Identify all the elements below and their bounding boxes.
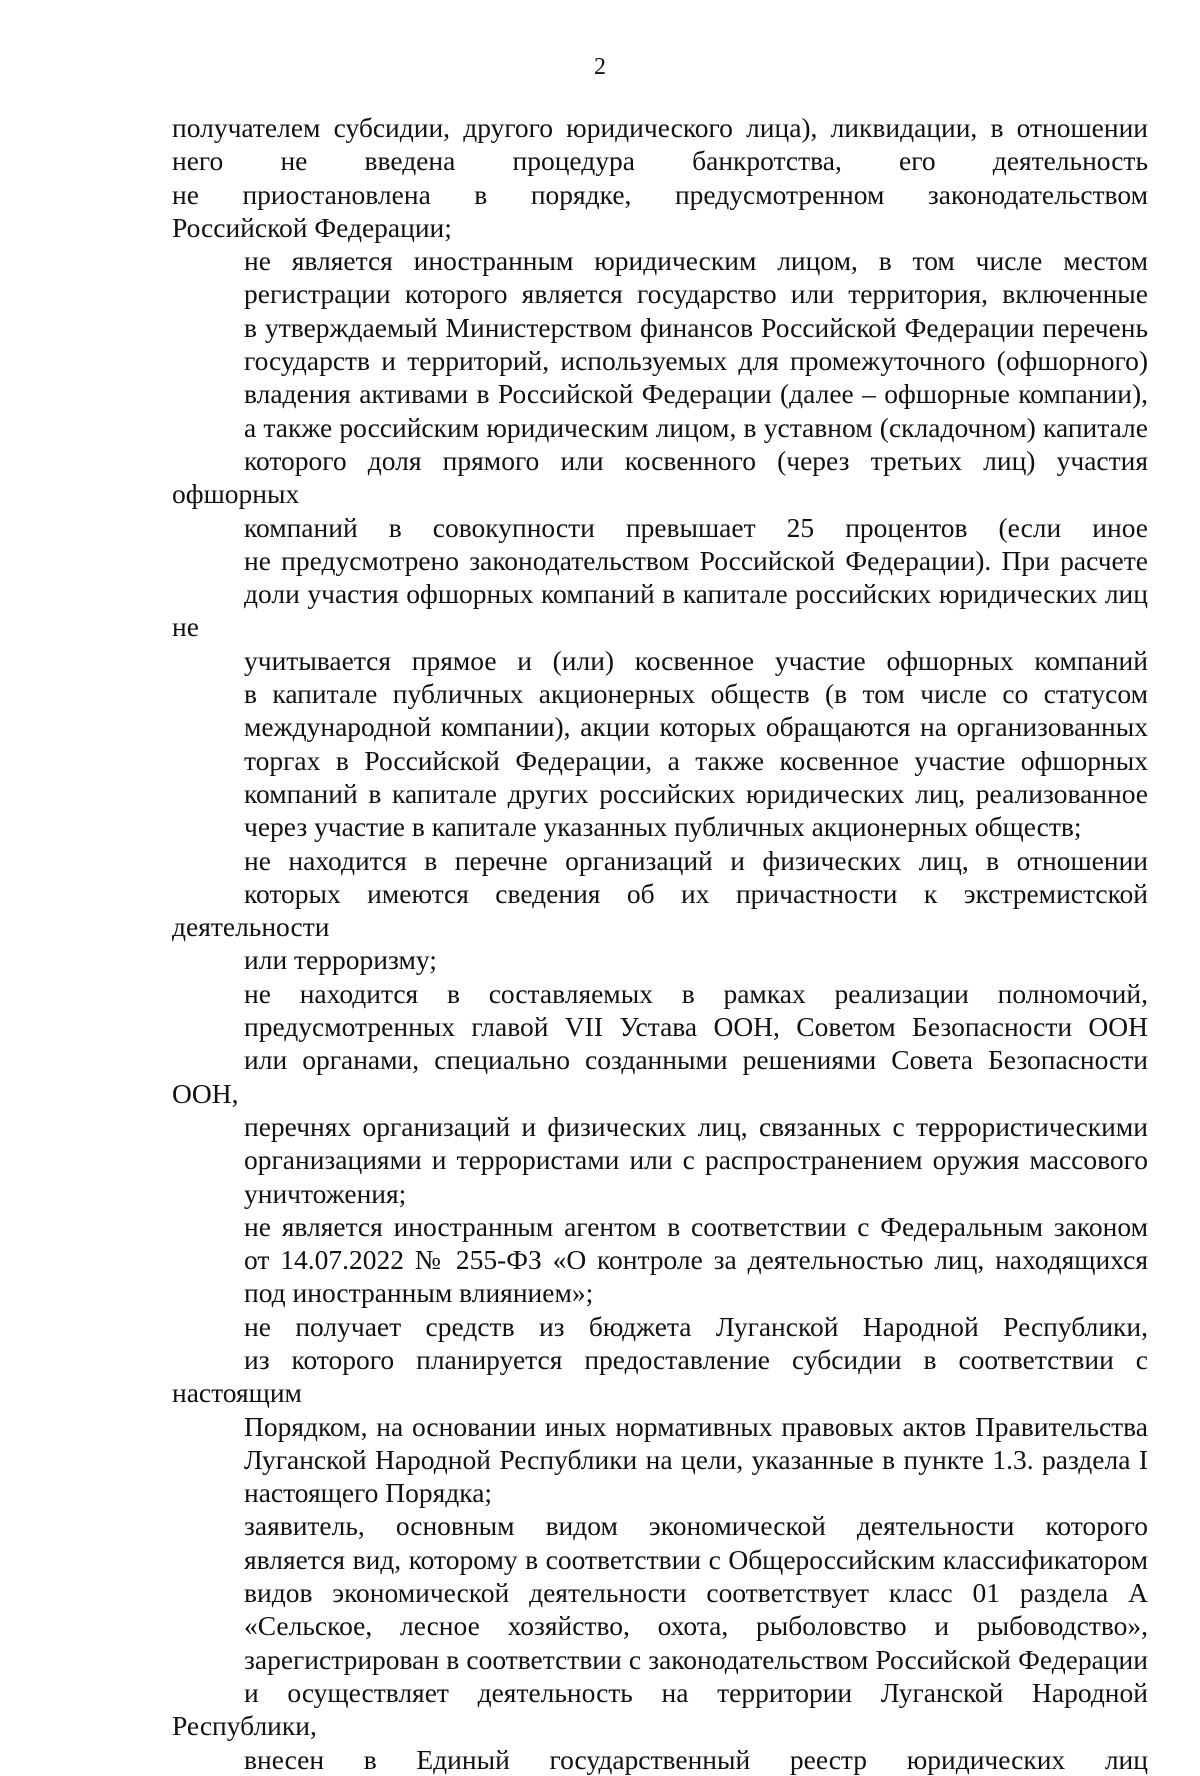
text-line: уничтожения; xyxy=(244,1177,407,1209)
text-line: не является иностранным агентом в соответствии с Федеральным законом xyxy=(244,1210,1148,1242)
text-line: предусмотренных главой VII Устава ООН, Советом Безопасности ООН xyxy=(244,1011,1148,1043)
text-line: организациями и террористами или с распространением оружия массового xyxy=(244,1144,1148,1176)
paragraph xyxy=(172,111,1148,244)
text-line: «Сельское, лесное хозяйство, охота, рыболовство и рыбоводство», xyxy=(244,1610,1148,1642)
text-line: через участие в капитале указанных публичных акционерных обществ; xyxy=(244,811,1082,843)
paragraph xyxy=(172,977,1148,1210)
paragraph xyxy=(172,1509,1148,1775)
text-line: получателем субсидии, другого юридического лица), ликвидации, в отношении xyxy=(172,112,1148,143)
text-line: которого доля прямого или косвенного (через третьих лиц) участия офшорных xyxy=(172,444,1148,510)
text-line: регистрации которого является государство или территория, включенные xyxy=(244,278,1148,310)
text-line: перечнях организаций и физических лиц, связанных с террористическими xyxy=(244,1110,1148,1142)
text-line: Порядком, на основании иных нормативных правовых актов Правительства xyxy=(244,1410,1148,1442)
text-line: не предусмотрено законодательством Российской Федерации). При расчете xyxy=(244,544,1148,576)
page-number: 2 xyxy=(594,54,606,80)
text-line: компаний в капитале других российских юридических лиц, реализованное xyxy=(244,777,1148,809)
text-line: которых имеются сведения об их причастности к экстремистской деятельности xyxy=(172,877,1148,943)
text-line: него не введена процедура банкротства, его деятельность xyxy=(172,145,1148,177)
text-line: не является иностранным юридическим лицом, в том числе местом xyxy=(244,245,1148,277)
text-line: из которого планируется предоставление субсидии в соответствии с настоящим xyxy=(172,1343,1148,1409)
text-line: Луганской Народной Республики на цели, указанные в пункте 1.3. раздела I xyxy=(244,1443,1148,1475)
text-line: настоящего Порядка; xyxy=(244,1477,493,1509)
text-line: зарегистрирован в соответствии с законодательством Российской Федерации xyxy=(244,1643,1148,1675)
text-line: является вид, которому в соответствии с Общероссийским классификатором xyxy=(244,1543,1148,1575)
text-line: под иностранным влиянием»; xyxy=(244,1277,594,1309)
text-line: владения активами в Российской Федерации (далее – офшорные компании), xyxy=(244,378,1148,410)
text-line: внесен в Единый государственный реестр юридических лиц xyxy=(244,1743,1148,1775)
paragraph xyxy=(172,844,1148,977)
paragraph xyxy=(172,1210,1148,1310)
text-line: и осуществляет деятельность на территории Луганской Народной Республики, xyxy=(172,1676,1148,1742)
text-line: в утверждаемый Министерством финансов Российской Федерации перечень xyxy=(244,311,1148,343)
document-body xyxy=(172,111,1148,1776)
text-line: учитывается прямое и (или) косвенное участие офшорных компаний xyxy=(244,644,1148,676)
text-line: Российской Федерации; xyxy=(172,211,452,243)
text-line: в капитале публичных акционерных обществ (в том числе со статусом xyxy=(244,678,1148,710)
text-line: от 14.07.2022 № 255-ФЗ «О контроле за деятельностью лиц, находящихся xyxy=(244,1244,1148,1276)
paragraph xyxy=(172,1310,1148,1510)
text-line: государств и территорий, используемых для промежуточного (офшорного) xyxy=(244,345,1148,377)
text-line: заявитель, основным видом экономической деятельности которого xyxy=(244,1510,1148,1542)
paragraph xyxy=(172,244,1148,843)
text-line: или органами, специально созданными решениями Совета Безопасности ООН, xyxy=(172,1044,1148,1109)
text-line: не находится в перечне организаций и физических лиц, в отношении xyxy=(244,844,1148,876)
text-line: компаний в совокупности превышает 25 процентов (если иное xyxy=(244,511,1148,543)
text-line: не приостановлена в порядке, предусмотренном законодательством xyxy=(172,178,1148,210)
text-line: а также российским юридическим лицом, в уставном (складочном) капитале xyxy=(244,411,1148,443)
text-line: не находится в составляемых в рамках реализации полномочий, xyxy=(244,977,1148,1009)
text-line: или терроризму; xyxy=(244,944,437,976)
text-line: видов экономической деятельности соответствует класс 01 раздела А xyxy=(244,1577,1148,1609)
text-line: не получает средств из бюджета Луганской Народной Республики, xyxy=(244,1310,1148,1342)
text-line: торгах в Российской Федерации, а также косвенное участие офшорных xyxy=(244,744,1148,776)
text-line: международной компании), акции которых обращаются на организованных xyxy=(244,711,1148,743)
text-line: доли участия офшорных компаний в капитале российских юридических лиц не xyxy=(172,578,1148,643)
